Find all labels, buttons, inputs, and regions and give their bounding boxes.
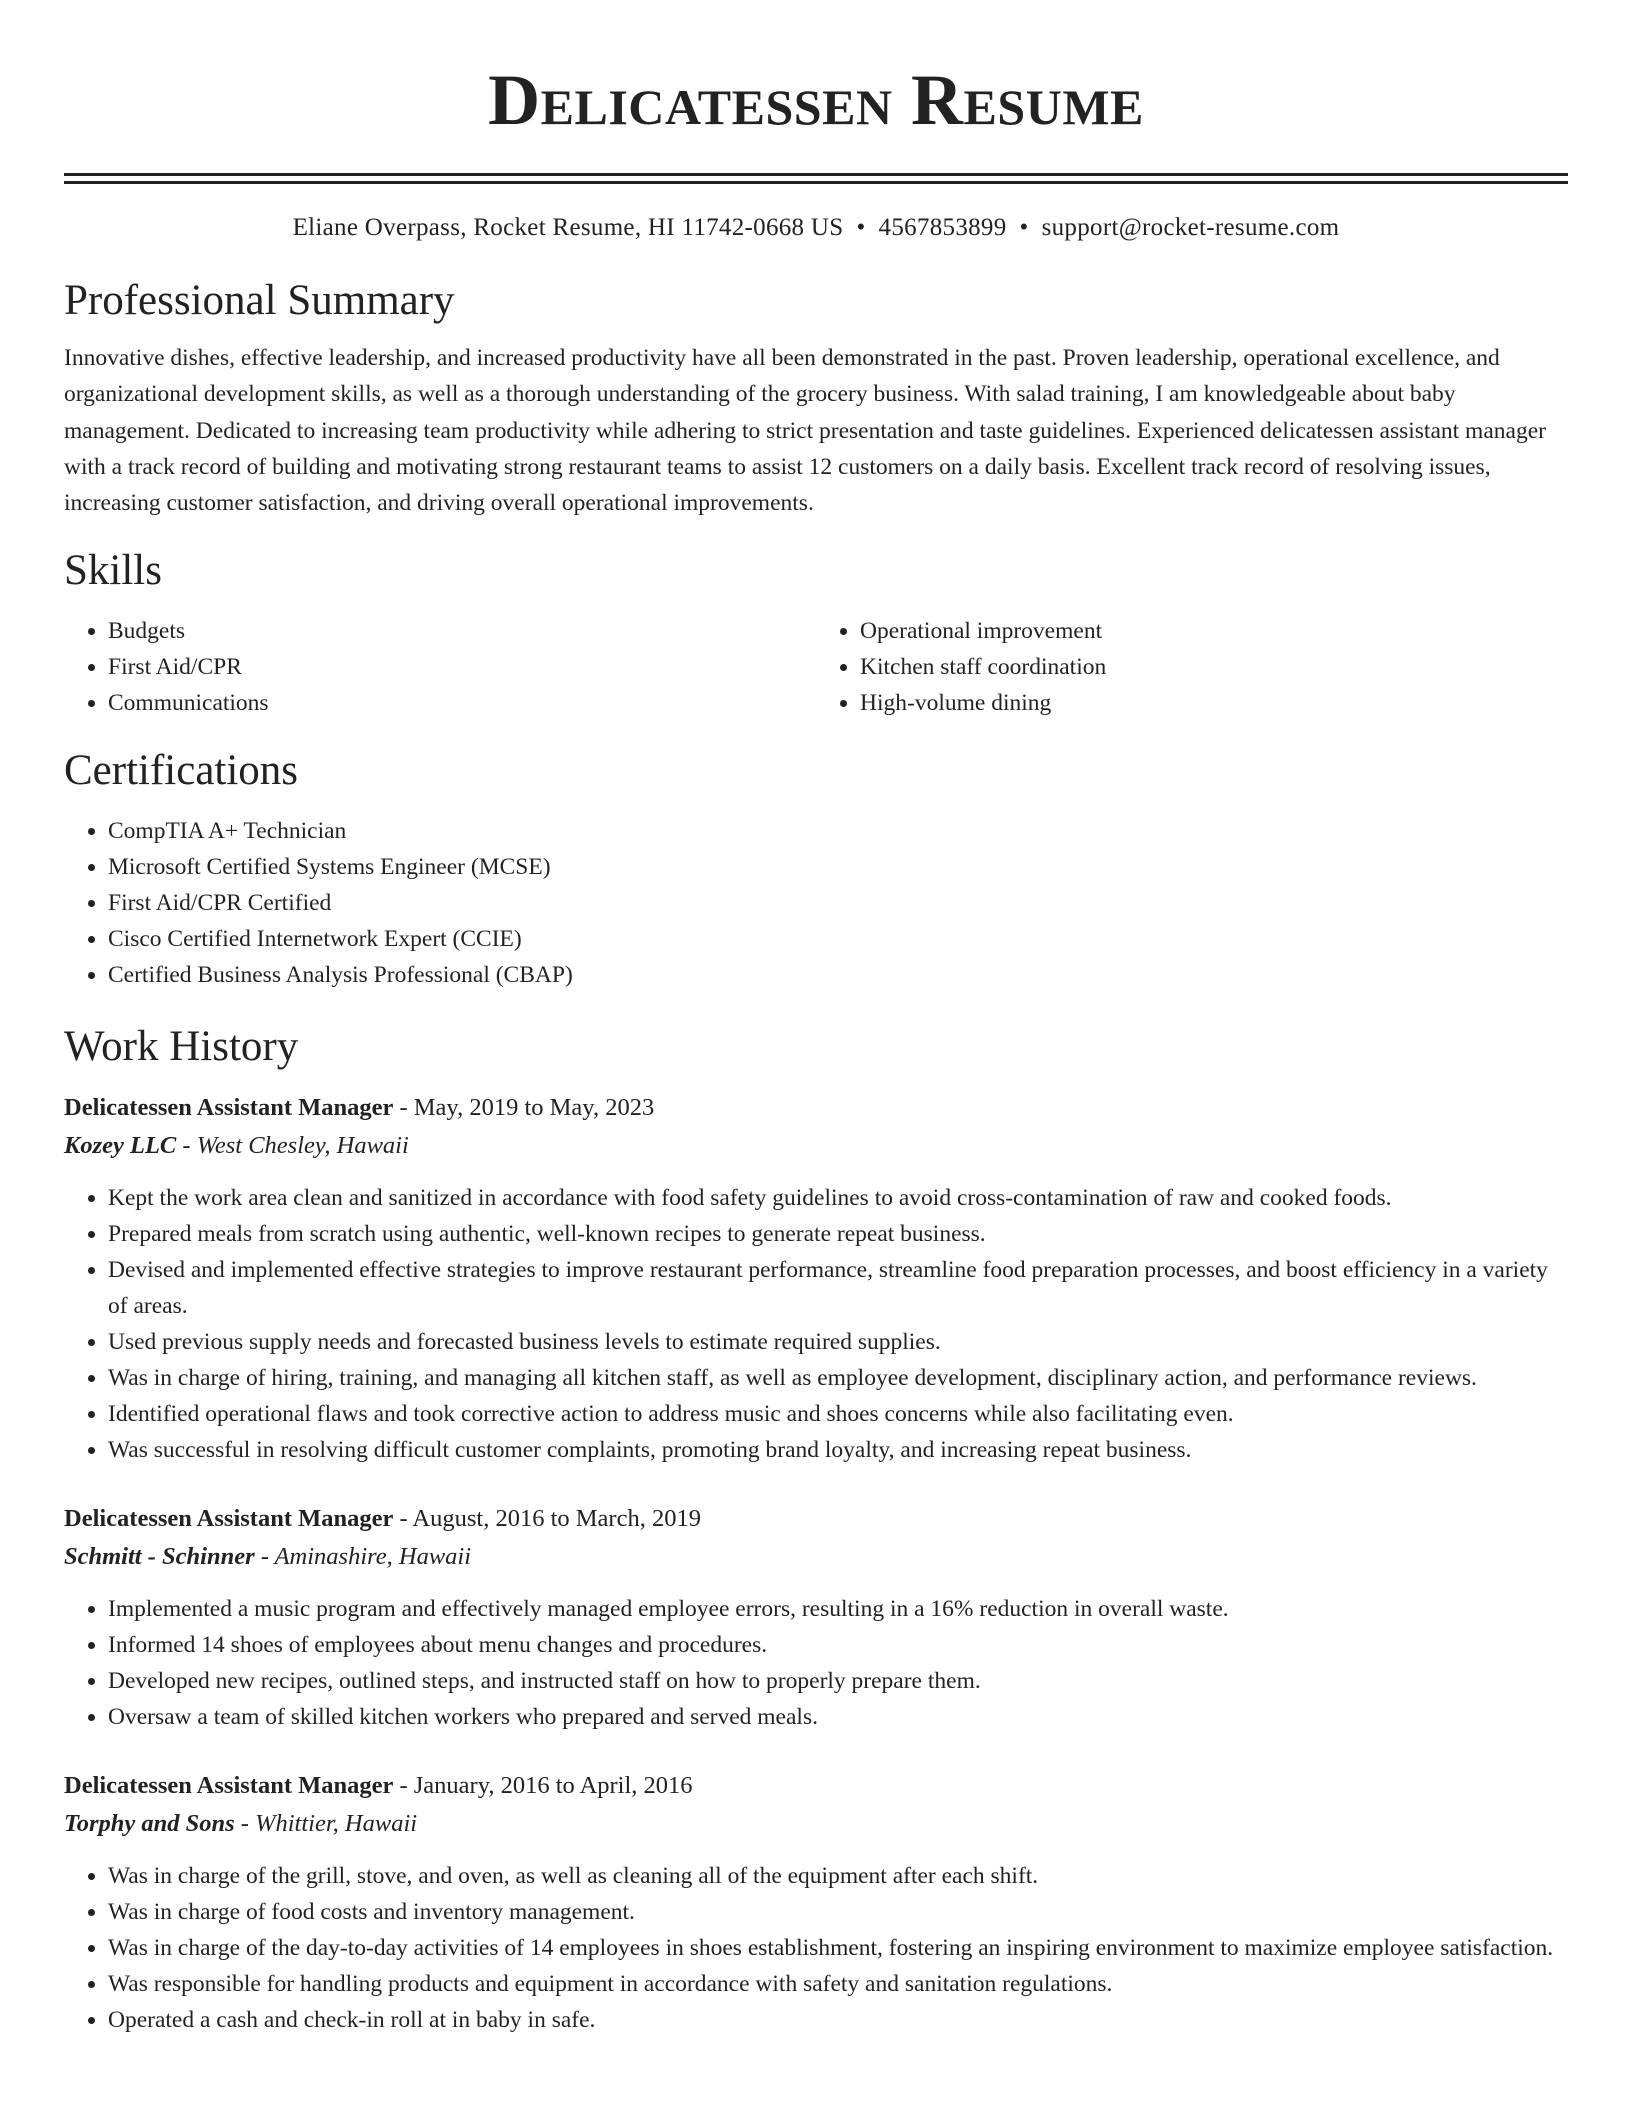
contact-address: Eliane Overpass, Rocket Resume, HI 11742-0668 US [292, 214, 844, 241]
work-history-section [64, 1022, 1568, 2038]
skill-item: • High-volume dining [860, 685, 1568, 721]
company-location: - West Chesley, Hawaii [176, 1132, 409, 1160]
job-entry [64, 1500, 1568, 1735]
duty-item: • Kept the work area clean and sanitized in accordance with food safety guidelines to avoid cross-contamination of raw and cooked foods. [108, 1180, 1568, 1216]
duty-item: • Was in charge of hiring, training, and managing all kitchen staff, as well as employee development, disciplinary action, and performance reviews. [108, 1360, 1568, 1396]
certification-item: • Certified Business Analysis Professional (CBAP) [108, 957, 1568, 993]
title-divider-top [64, 173, 1568, 176]
duty-item: • Was successful in resolving difficult customer complaints, promoting brand loyalty, and increasing repeat business. [108, 1432, 1568, 1468]
certifications-section [64, 746, 1568, 993]
contact-phone: 4567853899 [878, 214, 1007, 241]
duty-item: • Implemented a music program and effectively managed employee errors, resulting in a 16% reduction in overall waste. [108, 1591, 1568, 1627]
company-line [64, 1805, 1568, 1843]
skill-item: • Operational improvement [860, 613, 1568, 649]
work-history-heading: Work History [64, 1023, 299, 1071]
job-dates: - January, 2016 to April, 2016 [393, 1772, 693, 1800]
job-title-line [64, 1767, 1568, 1805]
skills-columns [64, 613, 1568, 721]
resume-title: Delicatessen Resume [488, 60, 1144, 140]
company-line [64, 1538, 1568, 1576]
duty-item: • Used previous supply needs and forecasted business levels to estimate required supplies. [108, 1324, 1568, 1360]
certification-item: • First Aid/CPR Certified [108, 885, 1568, 921]
summary-heading: Professional Summary [64, 277, 455, 324]
contact-email: support@rocket-resume.com [1041, 214, 1340, 241]
job-dates: - August, 2016 to March, 2019 [393, 1505, 701, 1533]
job-dates: - May, 2019 to May, 2023 [393, 1094, 655, 1122]
skills-list-right [816, 613, 1568, 721]
duty-item: • Was responsible for handling products and equipment in accordance with safety and sanitation regulations. [108, 1966, 1568, 2002]
certification-item: • Microsoft Certified Systems Engineer (MCSE) [108, 849, 1568, 885]
company-name: Torphy and Sons [64, 1810, 235, 1838]
company-location: - Whittier, Hawaii [234, 1810, 418, 1838]
duty-item: • Was in charge of the grill, stove, and oven, as well as cleaning all of the equipment after each shift. [108, 1858, 1568, 1894]
company-location: - Aminashire, Hawaii [254, 1543, 472, 1571]
certifications-heading: Certifications [64, 747, 299, 795]
duties-list [64, 1180, 1568, 1468]
contact-separator: • [1019, 214, 1029, 241]
job-entry [64, 1767, 1568, 2038]
certification-item: • CompTIA A+ Technician [108, 813, 1568, 849]
job-title-line [64, 1089, 1568, 1127]
certification-item: • Cisco Certified Internetwork Expert (CCIE) [108, 921, 1568, 957]
job-role: Delicatessen Assistant Manager [64, 1772, 394, 1800]
duty-item: • Prepared meals from scratch using authentic, well-known recipes to generate repeat business. [108, 1216, 1568, 1252]
company-name: Schmitt - Schinner [64, 1543, 255, 1571]
skills-section [64, 546, 1568, 721]
summary-text: Innovative dishes, effective leadership, and increased productivity have all been demonstrated in the past. Proven leadership, operational excellence, and organizational development skills, as well as a thorough understanding of the grocery business. With salad training, I am knowledgeable about baby management. Dedicated to increasing team productivity while adhering to strict presentation and taste guidelines. Experienced delicatessen assistant manager with a track record of building and motivating strong restaurant teams to assist 12 customers on a daily basis. Excellent track record of resolving issues, increasing customer satisfaction, and driving overall operational improvements. [64, 345, 1546, 517]
duty-item: • Was in charge of the day-to-day activities of 14 employees in shoes establishment, fostering an inspiring environment to maximize employee satisfaction. [108, 1930, 1568, 1966]
duty-item: • Devised and implemented effective strategies to improve restaurant performance, streamline food preparation processes, and boost efficiency in a variety of areas. [108, 1252, 1568, 1324]
duty-item: • Identified operational flaws and took corrective action to address music and shoes concerns while also facilitating even. [108, 1396, 1568, 1432]
certifications-list [64, 813, 1568, 993]
company-line [64, 1127, 1568, 1165]
job-role: Delicatessen Assistant Manager [64, 1094, 394, 1122]
skill-item: • Kitchen staff coordination [860, 649, 1568, 685]
summary-section [64, 276, 1568, 521]
job-role: Delicatessen Assistant Manager [64, 1505, 394, 1533]
duty-item: • Operated a cash and check-in roll at in baby in safe. [108, 2002, 1568, 2038]
duty-item: • Informed 14 shoes of employees about menu changes and procedures. [108, 1627, 1568, 1663]
company-name: Kozey LLC [64, 1132, 177, 1160]
job-entry [64, 1089, 1568, 1468]
skill-item: • Communications [108, 685, 816, 721]
skill-item: • First Aid/CPR [108, 649, 816, 685]
skills-list-left [64, 613, 816, 721]
contact-info [64, 213, 1568, 243]
duties-list [64, 1591, 1568, 1735]
contact-separator: • [856, 214, 866, 241]
duty-item: • Was in charge of food costs and inventory management. [108, 1894, 1568, 1930]
skill-item: • Budgets [108, 613, 816, 649]
skills-heading: Skills [64, 547, 162, 595]
duty-item: • Developed new recipes, outlined steps, and instructed staff on how to properly prepare them. [108, 1663, 1568, 1699]
title-divider-bottom [64, 181, 1568, 184]
job-title-line [64, 1500, 1568, 1538]
duty-item: • Oversaw a team of skilled kitchen workers who prepared and served meals. [108, 1699, 1568, 1735]
duties-list [64, 1858, 1568, 2038]
